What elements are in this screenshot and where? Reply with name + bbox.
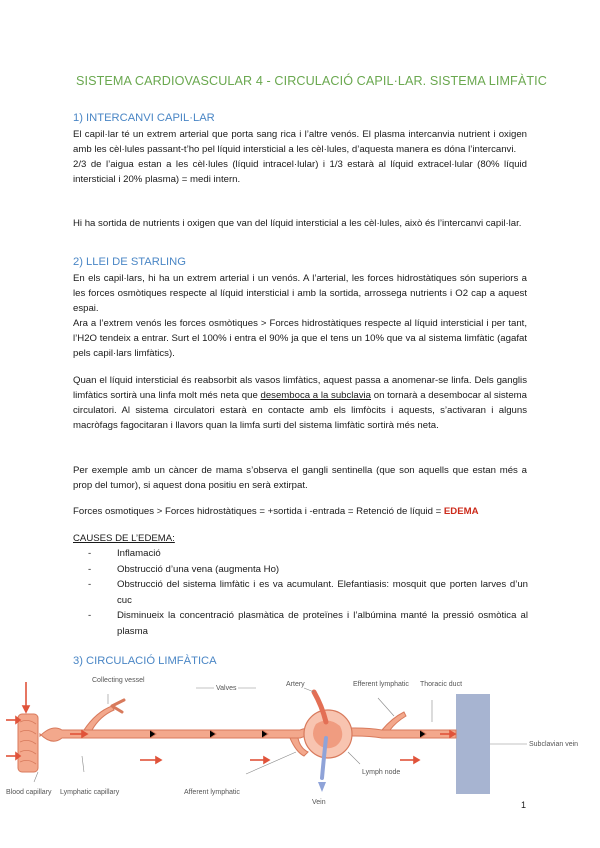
blood-capillary-shape [18, 714, 38, 772]
section-1-paragraph-1: El capil·lar té un extrem arterial que porta sang rica i l’altre venós. El plasma intercanvia nutrient i oxigen amb les cèl·lules passant-t’ho pel líquid intersticial a les cèl·lules, d’aquesta manera es dóna l’intercanvi. [73, 129, 527, 155]
flow-arrows [6, 682, 455, 763]
section-1-heading: 1) INTERCANVI CAPIL·LAR [73, 112, 215, 124]
section-3-heading: 3) CIRCULACIÓ LIMFÀTICA [73, 655, 217, 667]
label-valves: Valves [216, 685, 237, 692]
label-lymph-node: Lymph node [362, 769, 401, 776]
subclavian-vein-shape [456, 694, 490, 794]
list-item: - Obstrucció d’una vena (augmenta Ho) [88, 563, 280, 575]
label-subclavian-vein: Subclavian vein [529, 741, 579, 748]
edema-formula-text: Forces osmotiques > Forces hidrostàtiques = +sortida i -entrada = Retenció de líquid = [73, 506, 444, 517]
vein-arrow [318, 782, 326, 792]
label-lymphatic-capillary: Lymphatic capillary [60, 789, 120, 796]
section-2-paragraph-2: Ara a l’extrem venós les forces osmòtiques > Forces hidrostàtiques respecte al líquid intersticial i per tant, l’H2O tendeix a entrar. Surt el 100% i entra el 90% ja que el tens un 10% que va al sistema limfàtic (agafat pels capil·lars limfàtics). [73, 318, 527, 359]
edema-formula [73, 504, 527, 519]
section-2-paragraph-4: Per exemple amb un càncer de mama s’observa el gangli sentinella (que son aquells que estan més a prop del tumor), si aquest dona positiu en serà extirpat. [73, 465, 527, 491]
section-1-paragraph-3: Hi ha sortida de nutrients i oxigen que van del líquid intersticial a les cèl·lules, això és l’intercanvi capil·lar. [73, 218, 522, 229]
lymphatic-circulation-diagram [0, 672, 600, 812]
page-number: 1 [521, 800, 527, 810]
edema-word: EDEMA [443, 506, 479, 517]
section-2-paragraph-1: En els capil·lars, hi ha un extrem arterial i un venós. A l’arterial, les forces hidrostàtiques són superiors a les forces osmòtiques respecte al líquid intersticial i amb la sortida, arrossega nutrients i O2 cap a aquest espai. [73, 273, 527, 314]
page-title: SISTEMA CARDIOVASCULAR 4 - CIRCULACIÓ CAPIL·LAR. SISTEMA LIMFÀTIC [76, 74, 547, 88]
label-artery: Artery [286, 681, 305, 688]
efferent-branch [382, 712, 406, 730]
list-item: - Obstrucció del sistema limfàtic i es va acumulant. Elefantiasis: mosquit que porten larves d’un cuc [88, 579, 528, 606]
subclavia-underlined: desemboca a la subclavia [260, 390, 372, 401]
section-1-body [73, 127, 527, 187]
collecting-vessel-branch [84, 706, 114, 730]
label-blood-capillary: Blood capillary [6, 789, 52, 796]
label-vein: Vein [312, 799, 326, 806]
label-efferent-lymphatic: Efferent lymphatic [353, 681, 409, 688]
causes-list [88, 546, 528, 639]
list-item: - Disminueix la concentració plasmàtica de proteïnes i l’albúmina manté la pressió osmòtica al plasma [88, 610, 528, 637]
label-collecting-vessel-1: Collecting vessel [92, 677, 145, 684]
label-afferent-lymphatic: Afferent lymphatic [184, 789, 240, 796]
section-2-body [73, 271, 527, 361]
list-item: - Inflamació [88, 548, 161, 559]
section-2-heading: 2) LLEI DE STARLING [73, 256, 186, 268]
lymph-text-a: Quan el líquid intersticial és reabsorbit als vasos limfàtics, aquest passa a anomenar-se linfa. Dels ganglis limfàtics sortirà una linfa molt més neta que [73, 375, 527, 401]
label-thoracic-duct: Thoracic duct [420, 681, 463, 688]
lymphatic-vessel-shape [40, 728, 456, 741]
causes-heading: CAUSES DE L’EDEMA: [73, 533, 175, 544]
section-1-paragraph-2: 2/3 de l’aigua estan a les cèl·lules (líquid intracel·lular) i 1/3 estarà al líquid extracel·lular (80% líquid intersticial i 20% plasma) = medi intern. [73, 159, 527, 185]
lymph-text-b: on tornarà a desembocar al sistema circulatori. Al sistema circulatori estarà en contacte amb els limfòcits i aquests, s’activaran i alguns macròfags fagocitaran i llavors quan la limfa surti del sistema limfàtic sortirà més neta. [73, 390, 527, 431]
section-2-paragraph-3 [73, 373, 527, 433]
